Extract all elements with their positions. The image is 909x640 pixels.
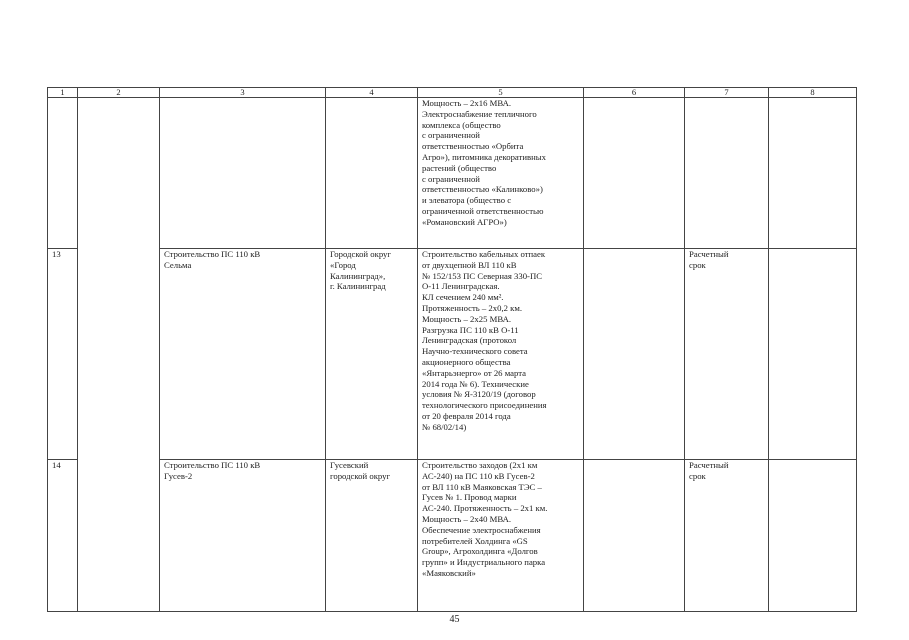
column-6-cell bbox=[584, 98, 685, 249]
column-6-cell bbox=[584, 460, 685, 612]
location-cell: Гусевский городской округ bbox=[326, 460, 418, 612]
description-cell: Строительство заходов (2х1 км АС-240) на ПС 110 кВ Гусев-2 от ВЛ 110 кВ Маяковская ТЭС – Гусев № 1. Провод марки АС-240. Протяженность – 2х1 км. Мощность – 2х40 МВА. Обеспечение электроснабжения потребителей Холдинга «GS Group», Агрохолдинга «Долгов групп» и Индустриального парка «Маяковский» bbox=[418, 460, 584, 612]
table-row bbox=[48, 249, 857, 460]
column-8-cell bbox=[769, 460, 857, 612]
merged-column-2-cell bbox=[78, 98, 160, 612]
term-cell bbox=[685, 98, 769, 249]
column-header: 8 bbox=[769, 88, 857, 98]
object-name-cell bbox=[160, 98, 326, 249]
column-header: 3 bbox=[160, 88, 326, 98]
location-cell: Городской округ «Город Калининград», г. Калининград bbox=[326, 249, 418, 460]
row-number-cell: 13 bbox=[48, 249, 78, 460]
column-header: 7 bbox=[685, 88, 769, 98]
column-8-cell bbox=[769, 249, 857, 460]
row-number-cell bbox=[48, 98, 78, 249]
location-cell bbox=[326, 98, 418, 249]
table-row bbox=[48, 98, 857, 249]
term-cell: Расчетный срок bbox=[685, 249, 769, 460]
object-name-cell: Строительство ПС 110 кВ Гусев-2 bbox=[160, 460, 326, 612]
infrastructure-table bbox=[47, 87, 857, 612]
column-header: 6 bbox=[584, 88, 685, 98]
description-cell: Строительство кабельных отпаек от двухцепной ВЛ 110 кВ № 152/153 ПС Северная 330-ПС О-11 Ленинградская. КЛ сечением 240 мм². Протяженность – 2х0,2 км. Мощность – 2х25 МВА. Разгрузка ПС 110 кВ О-11 Ленинградская (протокол Научно-технического совета акционерного общества «Янтарьэнерго» от 26 марта 2014 года № 6). Технические условия № Я-3120/19 (договор технологического присоединения от 20 февраля 2014 года № 68/02/14) bbox=[418, 249, 584, 460]
table-row bbox=[48, 460, 857, 612]
column-8-cell bbox=[769, 98, 857, 249]
column-header: 5 bbox=[418, 88, 584, 98]
term-cell: Расчетный срок bbox=[685, 460, 769, 612]
table-header-row bbox=[48, 88, 857, 98]
column-header: 4 bbox=[326, 88, 418, 98]
column-header: 2 bbox=[78, 88, 160, 98]
page-number: 45 bbox=[449, 614, 460, 625]
description-cell: Мощность – 2х16 МВА. Электроснабжение тепличного комплекса (общество с ограниченной ответственностью «Орбита Агро»), питомника декоративных растений (общество с ограниченной ответственностью «Калинково») и элеватора (общество с ограниченной ответственностью «Романовский АГРО») bbox=[418, 98, 584, 249]
object-name-cell: Строительство ПС 110 кВ Сельма bbox=[160, 249, 326, 460]
column-6-cell bbox=[584, 249, 685, 460]
row-number-cell: 14 bbox=[48, 460, 78, 612]
column-header: 1 bbox=[48, 88, 78, 98]
